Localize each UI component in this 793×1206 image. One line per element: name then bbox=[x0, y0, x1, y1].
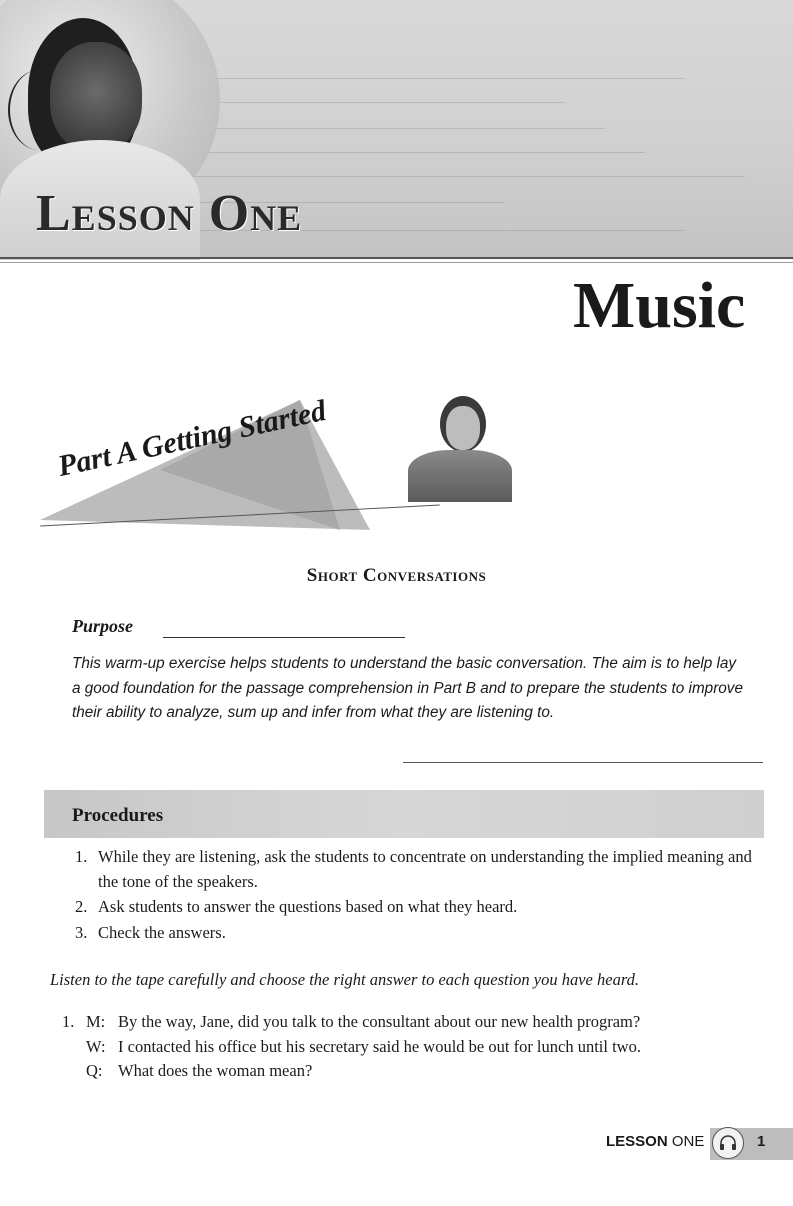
purpose-label: Purpose bbox=[72, 616, 134, 636]
question-line bbox=[62, 1059, 641, 1084]
speaker-text: I contacted his office but his secretary said he would be out for lunch until two. bbox=[118, 1036, 641, 1056]
procedure-number: 2. bbox=[75, 897, 88, 916]
procedure-item bbox=[75, 921, 775, 946]
headphones-icon bbox=[712, 1127, 744, 1159]
speaker-text: What does the woman mean? bbox=[118, 1061, 313, 1080]
lesson-title: Lesson One bbox=[36, 185, 303, 242]
listening-instruction: Listen to the tape carefully and choose the right answer to each question you have heard. bbox=[50, 970, 640, 989]
speaker-label: M: bbox=[86, 1012, 106, 1031]
procedure-item bbox=[75, 845, 775, 894]
question-number: 1. bbox=[62, 1012, 75, 1031]
question-line bbox=[62, 1010, 641, 1035]
part-label: Part A Getting Started bbox=[54, 393, 329, 484]
purpose-rule bbox=[163, 637, 405, 638]
procedures-label: Procedures bbox=[72, 805, 164, 826]
divider-rule bbox=[403, 762, 763, 763]
procedure-text: Check the answers. bbox=[98, 922, 226, 942]
question-block bbox=[62, 1010, 641, 1084]
footer-lesson-word: LESSON bbox=[606, 1133, 668, 1150]
illustration-woman-face bbox=[446, 406, 480, 450]
section-heading: Short Conversations bbox=[306, 565, 487, 586]
procedure-text: While they are listening, ask the students to concentrate on understanding the implied meaning and the tone of the speakers. bbox=[98, 847, 752, 891]
purpose-text: This warm-up exercise helps students to understand the basic conversation. The aim is to help lay a good foundation for the passage comprehension in Part B and to prepare the students to improve their ability to analyze, sum up and infer from what they are listening to. bbox=[72, 655, 743, 721]
headset-icon bbox=[8, 70, 70, 150]
topic-title: Music bbox=[573, 269, 746, 342]
header-rule bbox=[0, 257, 793, 259]
procedure-item bbox=[75, 895, 775, 920]
footer-lesson-label bbox=[606, 1133, 704, 1150]
speaker-text: By the way, Jane, did you talk to the consultant about our new health program? bbox=[118, 1012, 641, 1031]
procedures-list bbox=[75, 845, 775, 946]
speaker-label: Q: bbox=[86, 1061, 103, 1080]
procedure-text: Ask students to answer the questions based on what they heard. bbox=[98, 897, 518, 916]
page-number: 1 bbox=[757, 1133, 766, 1150]
header-rule-thin bbox=[0, 262, 793, 263]
speaker-label: W: bbox=[86, 1036, 106, 1056]
question-line bbox=[62, 1035, 641, 1060]
procedure-number: 1. bbox=[75, 847, 88, 866]
footer-lesson-number-word: ONE bbox=[671, 1133, 705, 1150]
procedure-number: 3. bbox=[75, 922, 88, 942]
illustration-woman-body bbox=[408, 450, 512, 502]
